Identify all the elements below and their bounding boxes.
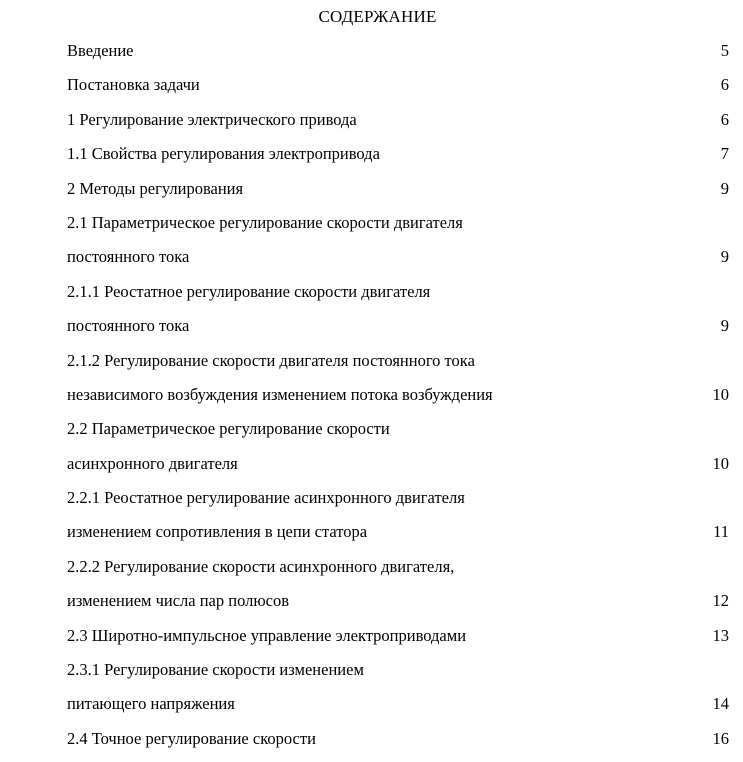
- toc-page-number: 7: [720, 144, 729, 164]
- toc-entry-text: изменением числа пар полюсов: [67, 591, 290, 611]
- toc-entry-text: 2.3.1 Регулирование скорости изменением: [67, 660, 364, 680]
- toc-entry-text: 1 Регулирование электрического привода: [67, 109, 357, 129]
- toc-line: [67, 143, 735, 177]
- toc-entry-text: Введение: [67, 41, 134, 60]
- toc-page-number: 10: [712, 384, 729, 404]
- toc-page-number: 11: [713, 522, 729, 542]
- toc-line: [67, 659, 735, 693]
- toc-entry-text: 2.1 Параметрическое регулирование скорости двигателя: [67, 212, 463, 232]
- toc-line: [67, 384, 735, 418]
- toc-line: [67, 350, 735, 384]
- toc-line: [67, 315, 735, 349]
- toc-line: [67, 728, 735, 762]
- toc-entry-text: 2.4 Точное регулирование скорости: [67, 728, 316, 748]
- toc-line: [67, 281, 735, 315]
- toc-entry-text: изменением сопротивления в цепи статора: [67, 522, 368, 542]
- toc-line: [67, 40, 735, 74]
- toc-entry-text: 2.2 Параметрическое регулирование скорости: [67, 419, 390, 439]
- toc-line: [67, 453, 735, 487]
- toc-page-number: 12: [712, 591, 729, 611]
- toc-line: [67, 109, 735, 143]
- toc-page-number: 6: [720, 75, 729, 95]
- toc-page-number: 5: [720, 41, 729, 60]
- toc-entry-text: Постановка задачи: [67, 75, 200, 95]
- toc-page-number: 9: [720, 247, 729, 267]
- toc-entry-text: 2.2.2 Регулирование скорости асинхронного двигателя,: [67, 556, 455, 576]
- page-title: СОДЕРЖАНИЕ: [318, 7, 437, 26]
- toc-entry-text: питающего напряжения: [67, 694, 235, 714]
- toc-page-number: 14: [712, 694, 729, 714]
- toc-line: [67, 74, 735, 108]
- toc-line: [67, 418, 735, 452]
- toc-line: [67, 693, 735, 727]
- toc-line: [67, 590, 735, 624]
- toc-line: [67, 246, 735, 280]
- toc-entry-text: асинхронного двигателя: [67, 453, 238, 473]
- toc-entry-text: постоянного тока: [67, 316, 190, 336]
- toc-entry-text: 2.3 Широтно-импульсное управление электроприводами: [67, 625, 467, 645]
- toc-entry-text: 2.2.1 Реостатное регулирование асинхронного двигателя: [67, 488, 465, 508]
- table-of-contents: [67, 40, 735, 762]
- toc-line: [67, 521, 735, 555]
- toc-page-number: 10: [712, 453, 729, 473]
- toc-line: [67, 487, 735, 521]
- toc-page-number: 13: [712, 625, 729, 645]
- toc-entry-text: постоянного тока: [67, 247, 190, 267]
- toc-line: [67, 178, 735, 212]
- toc-entry-text: независимого возбуждения изменением потока возбуждения: [67, 384, 493, 404]
- toc-page-number: 16: [712, 728, 729, 748]
- toc-entry-text: 2.1.1 Реостатное регулирование скорости двигателя: [67, 281, 431, 301]
- toc-page-number: 9: [720, 316, 729, 336]
- toc-line: [67, 212, 735, 246]
- toc-line: [67, 625, 735, 659]
- toc-page-number: 9: [720, 178, 729, 198]
- toc-entry-text: 2.1.2 Регулирование скорости двигателя постоянного тока: [67, 350, 475, 370]
- toc-page-number: 6: [720, 109, 729, 129]
- toc-entry-text: 2 Методы регулирования: [67, 178, 244, 198]
- toc-entry-text: 1.1 Свойства регулирования электропривода: [67, 144, 380, 164]
- toc-line: [67, 556, 735, 590]
